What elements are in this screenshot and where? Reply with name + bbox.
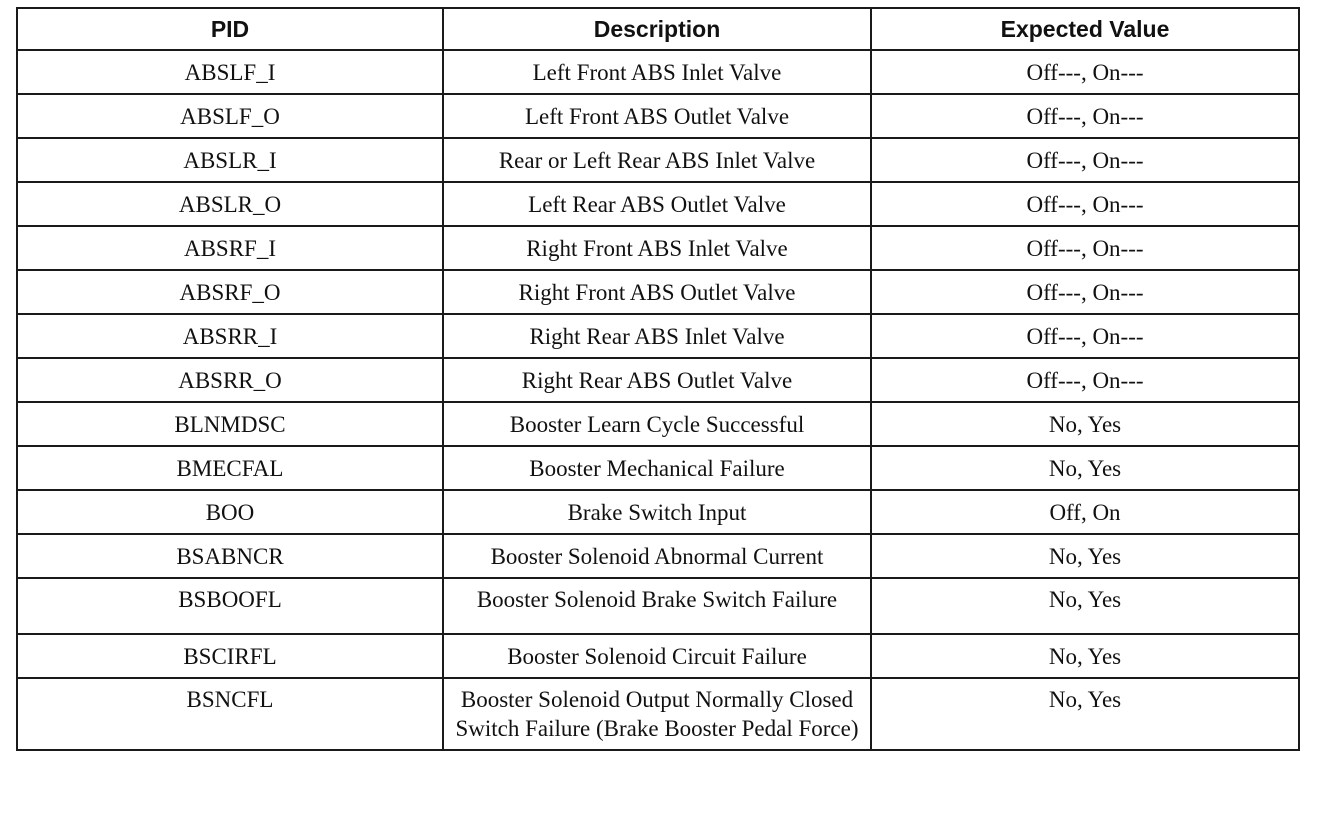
description-cell: Booster Solenoid Abnormal Current: [443, 534, 871, 578]
expected-value-cell: Off---, On---: [871, 358, 1299, 402]
table-row: [17, 490, 1299, 534]
expected-value-cell: Off---, On---: [871, 50, 1299, 94]
column-header-expected-value: Expected Value: [871, 8, 1299, 50]
table-row: [17, 358, 1299, 402]
pid-cell: BLNMDSC: [17, 402, 443, 446]
table-row: [17, 50, 1299, 94]
expected-value-cell: No, Yes: [871, 402, 1299, 446]
description-cell: Booster Solenoid Brake Switch Failure: [443, 578, 871, 634]
expected-value-cell: Off---, On---: [871, 94, 1299, 138]
pid-cell: ABSLR_O: [17, 182, 443, 226]
description-cell: Booster Solenoid Circuit Failure: [443, 634, 871, 678]
expected-value-cell: No, Yes: [871, 578, 1299, 634]
table-row: [17, 634, 1299, 678]
table-row: [17, 226, 1299, 270]
pid-table: [16, 7, 1300, 751]
expected-value-cell: Off---, On---: [871, 270, 1299, 314]
table-row: [17, 94, 1299, 138]
expected-value-cell: Off---, On---: [871, 314, 1299, 358]
pid-cell: ABSLF_O: [17, 94, 443, 138]
description-cell: Booster Solenoid Output Normally Closed Switch Failure (Brake Booster Pedal Force): [443, 678, 871, 750]
column-header-pid: PID: [17, 8, 443, 50]
pid-cell: ABSLR_I: [17, 138, 443, 182]
description-cell: Brake Switch Input: [443, 490, 871, 534]
description-cell: Right Rear ABS Outlet Valve: [443, 358, 871, 402]
expected-value-cell: Off---, On---: [871, 182, 1299, 226]
description-cell: Left Front ABS Outlet Valve: [443, 94, 871, 138]
pid-cell: BSBOOFL: [17, 578, 443, 634]
pid-cell: ABSRR_O: [17, 358, 443, 402]
expected-value-cell: No, Yes: [871, 678, 1299, 750]
table-row: [17, 402, 1299, 446]
description-cell: Booster Mechanical Failure: [443, 446, 871, 490]
table-row: [17, 314, 1299, 358]
description-cell: Rear or Left Rear ABS Inlet Valve: [443, 138, 871, 182]
table-row: [17, 138, 1299, 182]
description-cell: Booster Learn Cycle Successful: [443, 402, 871, 446]
pid-cell: BSNCFL: [17, 678, 443, 750]
expected-value-cell: Off---, On---: [871, 226, 1299, 270]
expected-value-cell: Off, On: [871, 490, 1299, 534]
expected-value-cell: No, Yes: [871, 534, 1299, 578]
description-cell: Right Rear ABS Inlet Valve: [443, 314, 871, 358]
pid-cell: ABSLF_I: [17, 50, 443, 94]
table-row: [17, 182, 1299, 226]
table-row: [17, 534, 1299, 578]
pid-cell: BOO: [17, 490, 443, 534]
expected-value-cell: No, Yes: [871, 634, 1299, 678]
column-header-description: Description: [443, 8, 871, 50]
table-header-row: [17, 8, 1299, 50]
pid-cell: BSCIRFL: [17, 634, 443, 678]
table-row: [17, 578, 1299, 634]
expected-value-cell: No, Yes: [871, 446, 1299, 490]
pid-cell: ABSRR_I: [17, 314, 443, 358]
description-cell: Right Front ABS Outlet Valve: [443, 270, 871, 314]
table-row: [17, 446, 1299, 490]
pid-cell: BSABNCR: [17, 534, 443, 578]
expected-value-cell: Off---, On---: [871, 138, 1299, 182]
pid-cell: ABSRF_I: [17, 226, 443, 270]
description-cell: Left Front ABS Inlet Valve: [443, 50, 871, 94]
description-cell: Left Rear ABS Outlet Valve: [443, 182, 871, 226]
description-cell: Right Front ABS Inlet Valve: [443, 226, 871, 270]
pid-cell: BMECFAL: [17, 446, 443, 490]
table-row: [17, 678, 1299, 750]
table-row: [17, 270, 1299, 314]
pid-cell: ABSRF_O: [17, 270, 443, 314]
